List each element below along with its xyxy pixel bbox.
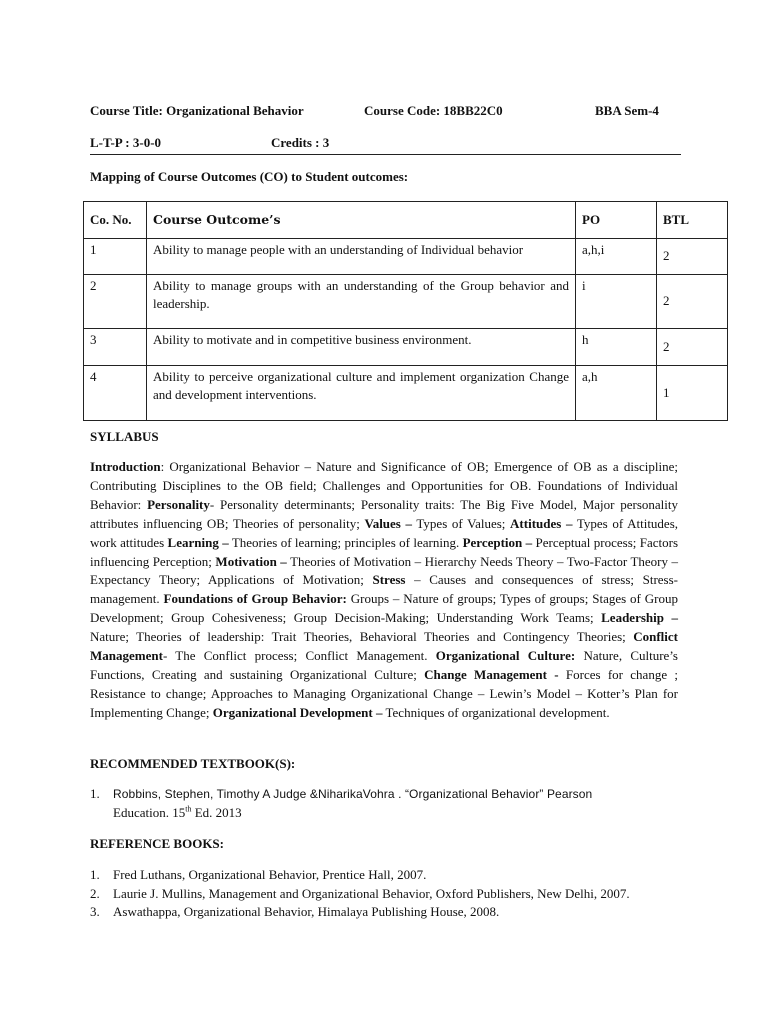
syllabus-topic: Organizational Development – [212, 704, 383, 720]
col-header-outcome: Course Outcome’s [147, 202, 576, 239]
textbook-citation: Robbins, Stephen, Timothy A Judge &NiharikaVohra . “Organizational Behavior” Pearson [113, 787, 593, 801]
syllabus-topic: Learning – [167, 534, 229, 550]
co-po: a,h,i [576, 239, 657, 275]
textbook-edition-sup: th [185, 804, 192, 814]
list-number: 2. [90, 885, 100, 901]
list-item [90, 866, 690, 885]
textbook-year: Ed. 2013 [191, 804, 242, 820]
syllabus-text: – Causes and consequences of stress; Stress-management. [90, 572, 678, 607]
course-outcome-table [83, 201, 728, 421]
table-row [84, 239, 728, 275]
co-number: 4 [84, 366, 147, 421]
co-btl: 2 [657, 239, 728, 275]
syllabus-text: Types of Attitudes, work attitudes [90, 515, 679, 550]
list-item [90, 785, 690, 822]
list-item [90, 903, 690, 922]
syllabus-body [90, 458, 678, 723]
syllabus-topic: Attitudes – [510, 515, 573, 531]
list-number: 1. [90, 786, 100, 801]
ltp-value: L-T-P : 3-0-0 [90, 135, 162, 150]
course-title: Course Title: Organizational Behavior [90, 103, 304, 118]
syllabus-text: Perceptual process; Factors influencing Perception; [90, 534, 679, 569]
list-item [90, 885, 690, 904]
textbooks-heading: RECOMMENDED TEXTBOOK(S): [90, 756, 296, 771]
program-semester: BBA Sem-4 [595, 103, 659, 118]
reference-list [90, 866, 690, 922]
col-header-po: PO [576, 202, 657, 239]
syllabus-text: Forces for change ; Resistance to change; Approaches to Managing Organizational Change – Lewin’s Model – Kotter’s Plan for Implementing Change; [90, 666, 678, 720]
co-btl: 2 [657, 329, 728, 366]
syllabus-text: : Organizational Behavior – Nature and Significance of OB; Emergence of OB as a discipline; Contributing Disciplines to the OB field; Challenges and Opportunities for OB. Foundations of Individual Behavior: [90, 459, 678, 512]
syllabus-text: Groups – Nature of groups; Types of groups; Stages of Group Development; Group Cohesiveness; Group Decision-Making; Understanding Work Teams; [90, 591, 678, 626]
col-header-btl: BTL [657, 202, 728, 239]
syllabus-topic: Values – [364, 515, 412, 531]
syllabus-topic: Introduction [90, 459, 161, 474]
syllabus-topic: Leadership – [601, 610, 678, 626]
syllabus-text: Nature, Culture’s Functions, Creating and sustaining Organizational Culture; [90, 648, 678, 682]
list-number: 1. [90, 867, 100, 882]
syllabus-text: Theories of learning; principles of learning. [228, 534, 463, 550]
syllabus-topic: Motivation – [215, 553, 287, 569]
mapping-heading: Mapping of Course Outcomes (CO) to Student outcomes: [90, 169, 409, 184]
co-btl: 1 [657, 366, 728, 421]
syllabus-text: - Personality determinants; Personality traits: The Big Five Model, Major personality attributes influencing OB; Theories of personality; [90, 496, 679, 531]
reference-text: Fred Luthans, Organizational Behavior, Prentice Hall, 2007. [113, 867, 427, 882]
syllabus-topic: Change Management - [424, 666, 559, 682]
reference-text: Aswathappa, Organizational Behavior, Himalaya Publishing House, 2008. [113, 904, 500, 919]
syllabus-text: Techniques of organizational development. [382, 704, 610, 720]
table-row [84, 329, 728, 366]
co-po: i [576, 275, 657, 329]
syllabus-text: Nature; Theories of leadership: Trait Theories, Behavioral Theories and Contingency Theories; [90, 629, 634, 645]
co-outcome: Ability to motivate and in competitive business environment. [147, 329, 576, 366]
co-number: 1 [84, 239, 147, 275]
syllabus-topic: Stress [372, 572, 406, 588]
textbook-edition: Education. 15 [113, 804, 186, 820]
syllabus-topic: Foundations of Group Behavior: [163, 591, 347, 607]
reference-text: Laurie J. Mullins, Management and Organizational Behavior, Oxford Publishers, New Delhi, 2007. [113, 885, 630, 901]
co-outcome: Ability to perceive organizational culture and implement organization Change and development interventions. [147, 366, 576, 421]
table-header-row [84, 202, 728, 239]
course-code: Course Code: 18BB22C0 [364, 103, 503, 118]
co-btl: 2 [657, 275, 728, 329]
syllabus-topic: Conflict Management [90, 629, 678, 664]
co-number: 2 [84, 275, 147, 329]
reference-heading: REFERENCE BOOKS: [90, 836, 224, 851]
table-row [84, 275, 728, 329]
co-po: a,h [576, 366, 657, 421]
table-row [84, 366, 728, 421]
syllabus-topic: Personality [147, 496, 210, 512]
co-number: 3 [84, 329, 147, 366]
header-divider [90, 154, 681, 155]
syllabus-text: Theories of Motivation – Hierarchy Needs Theory – Two-Factor Theory – Expectancy Theory; Applications of Motivation; [90, 553, 678, 588]
textbook-list [90, 785, 690, 822]
syllabus-text: Types of Values; [412, 515, 511, 531]
co-outcome: Ability to manage groups with an understanding of the Group behavior and leadership. [147, 275, 576, 329]
col-header-co-no: Co. No. [84, 202, 147, 239]
syllabus-text: - The Conflict process; Conflict Management. [162, 648, 436, 664]
syllabus-heading: SYLLABUS [90, 429, 159, 444]
co-outcome: Ability to manage people with an understanding of Individual behavior [147, 239, 576, 275]
co-po: h [576, 329, 657, 366]
syllabus-topic: Perception – [462, 534, 533, 550]
list-number: 3. [90, 904, 100, 919]
credits-value: Credits : 3 [271, 135, 330, 150]
syllabus-topic: Organizational Culture: [435, 648, 576, 664]
